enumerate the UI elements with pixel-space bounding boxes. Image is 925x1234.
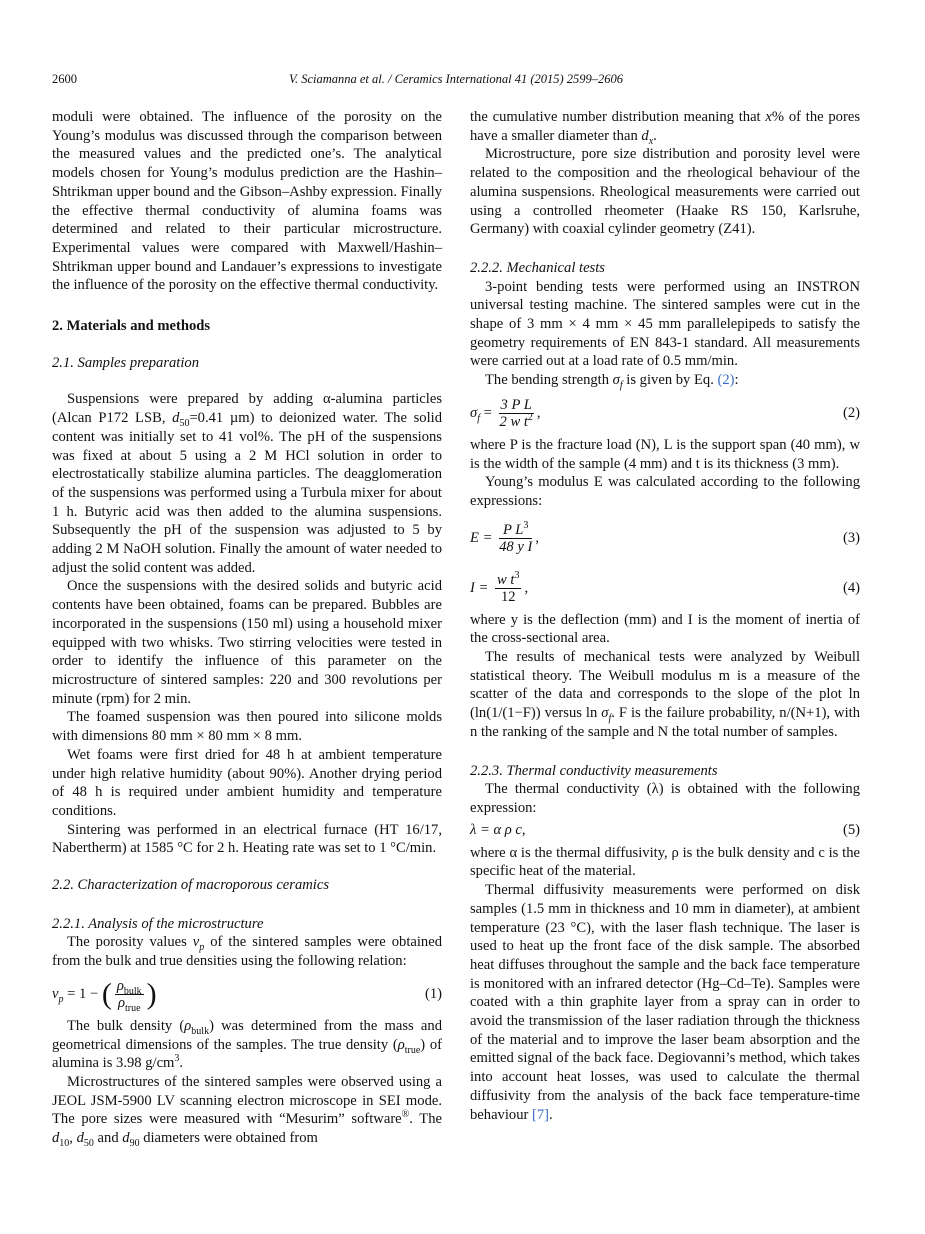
section-heading-materials: 2. Materials and methods <box>52 318 211 335</box>
paragraph-bulk-density: The bulk density $(\rho_{bulk})$ was determined from the mass and geometrical dimensions of the samples. The true density $(\rho_{true})$ of alumina is 3.98 $g/cm^3$. <box>52 1017 442 1072</box>
subsection-mechanical-tests: 2.2.2. Mechanical tests <box>470 259 605 276</box>
paragraph-suspensions: Suspensions were prepared by adding α-alumina particles (Alcan P172 LSB, $d_{50}=0.41$ µm) to deionized water. The solid content was initially set to 41 vol%. The pH of the suspensions was fixed at about 5 using a 2 M HCl solution in order to electrostatically stabilize alumina particles. The deagglomeration of the suspensions was performed using a Turbula mixer for about 1 h. Butyric acid was then added to the alumina suspensions. Subsequently the pH of the suspension was adjusted to 5 by adding 2 M NaOH solution. Finally the amount of water needed to adjust the solid content was added. <box>52 391 442 576</box>
left-column <box>52 108 442 1148</box>
paragraph-microstructure: Microstructure, pore size distribution and porosity level were related to the composition and the rheological behaviour of the alumina suspensions. Rheological measurements were carried out using a controlled rheometer (Haake RS 150, Karlsruhe, Germany) with coaxial cylinder geometry (Z41). <box>470 146 860 238</box>
paragraph-drying: Wet foams were first dried for 48 h at ambient temperature under high relative humidity (about 90%). Another drying period of 48 h is required under ambient humidity and temperature conditions. <box>52 746 442 819</box>
paragraph-porosity: The porosity values $v_p$ of the sintered samples were obtained from the bulk and true densities using the following relation: <box>52 934 442 970</box>
subsection-thermal-conductivity: 2.2.3. Thermal conductivity measurements <box>470 762 718 779</box>
paragraph-where-5: where α is the thermal diffusivity, ρ is the bulk density and c is the specific heat of the material. <box>470 844 860 880</box>
equation-2-number: (2) <box>842 405 860 422</box>
paragraph-weibull: The results of mechanical tests were analyzed by Weibull statistical theory. The Weibull modulus m is a measure of the scatter of the data and corresponds to the slope of the plot ln (ln(1/(1−F)) versus $\ln \sigma_f$. F is the failure probability, n/(N+1), with n the ranking of the sample and N the total number of samples. <box>470 649 861 740</box>
equation-3-number: (3) <box>842 530 860 547</box>
paragraph-sintering: Sintering was performed in an electrical furnace (HT 16/17, Nabertherm) at 1585 °C for 2 h. Heating rate was set to 1 °C/min. <box>52 821 442 857</box>
equation-3: E = $\frac{P L^3}{\text{48 y I}}$ , (3) <box>470 520 860 556</box>
intro-paragraph-end: moduli were obtained. The influence of the porosity on the Young’s modulus was discussed through the comparison between the measured values and the predicted one’s. The analytical models chosen for Young’s modulus prediction are the Hashin–Shtrikman upper bound and the Gibson–Ashby expression. Finally the effective thermal conductivity of alumina foams was determined and related to their particular microstructure. Experimental values were compared with Maxwell/Hashin–Shtrikman upper bound and Landauer’s expressions to investigate the influence of the porosity on the effective thermal conductivity. <box>52 109 442 294</box>
paragraph-thermal-conductivity: The thermal conductivity (λ) is obtained with the following expression: <box>470 781 860 816</box>
paragraph-laser-flash: Thermal diffusivity measurements were performed on disk samples (1.5 mm in thickness and 10 mm in diameter), at ambient temperature (23 °C), with the laser flash technique. The laser is used to heat up the front face of the disk sample. The absorbed heat diffuses throughout the sample and the back face temperature is monitored with an infrared detector (Hg–Cd–Te). Samples were coated with a thin graphite layer from a spray can in order to avoid the transmission of the laser radiation through the thickness of the material and to improve the laser beam absorption and the emitted signal of the back face. Degiovanni’s method, which takes into account heat losses, was used to calculate the thermal diffusivity from the analysis of the back face temperature-time behaviour [7]. <box>470 882 860 1123</box>
equation-2-link[interactable]: (2) <box>717 372 735 389</box>
running-title: V. Sciamanna et al. / Ceramics International 41 (2015) 2599–2606 <box>288 72 624 86</box>
paragraph-cumulative: the cumulative number distribution meaning that x% of the pores have a smaller diameter than $d_x$. <box>470 109 861 147</box>
subsection-samples-preparation: 2.1. Samples preparation <box>52 354 200 371</box>
subsection-characterization: 2.2. Characterization of macroporous ceramics <box>52 877 329 894</box>
paragraph-bending-tests: 3-point bending tests were performed using an INSTRON universal testing machine. The sintered samples were cut in the shape of 3 mm × 4 mm × 45 mm parallelepipeds to satisfy the geometry requirements of EN 843-1 standard. All measurements were carried out at a load rate of 0.5 mm/min. <box>470 278 860 370</box>
equation-5: λ = α ρ c, (5) <box>470 822 860 839</box>
equation-2: $\sigma_f$ = $\frac{\text{3 P L}}{2 w t^2}$ , (2) <box>470 397 860 431</box>
paragraph-where-2: where P is the fracture load (N), L is the support span (40 mm), w is the width of the sample (4 mm) and t is its thickness (3 mm). <box>470 436 860 472</box>
page-header <box>52 72 860 90</box>
equation-4-number: (4) <box>842 580 860 597</box>
equation-5-number: (5) <box>842 822 860 839</box>
paragraph-bending-strength: The bending strength $\sigma_f$ is given by Eq. (2): <box>485 372 739 392</box>
subsection-microstructure: 2.2.1. Analysis of the microstructure <box>52 915 264 932</box>
page-number: 2600 <box>52 72 77 86</box>
reference-7-link[interactable]: [7] <box>532 1106 550 1123</box>
equation-1: $v_p = 1$ − ( $\frac{\rho_{bulk}}{\rho_{true}}$ ) (1) <box>52 977 442 1015</box>
paragraph-sem: Microstructures of the sintered samples were observed using a JEOL JSM-5900 LV scanning electron microscope in SEI mode. The pore sizes were measured with “Mesurim” software®. The $d_{10}$, $d_{50}$ and $d_{90}$ diameters were obtained from <box>52 1073 442 1149</box>
paragraph-foams: Once the suspensions with the desired solids and butyric acid contents have been obtained, foams can be prepared. Bubbles are incorporated in the suspensions (150 ml) using a household mixer equipped with two whisks. Two stirring velocities were tested in order to identify the influence of this parameter on the microstructure of sintered samples: 220 and 300 revolutions per minute (rpm) for 2 min. <box>52 578 442 707</box>
equation-4: I = $\frac{w t^3}{12}$ , (4) <box>470 570 860 606</box>
right-column <box>470 108 860 1124</box>
paragraph-youngs-modulus: Young’s modulus E was calculated according to the following expressions: <box>470 474 860 509</box>
paragraph-molds: The foamed suspension was then poured into silicone molds with dimensions 80 mm × 80 mm × 8 mm. <box>52 709 442 745</box>
paragraph-where-4: where y is the deflection (mm) and I is the moment of inertia of the cross-sectional area. <box>470 611 860 647</box>
equation-1-number: (1) <box>424 986 442 1003</box>
